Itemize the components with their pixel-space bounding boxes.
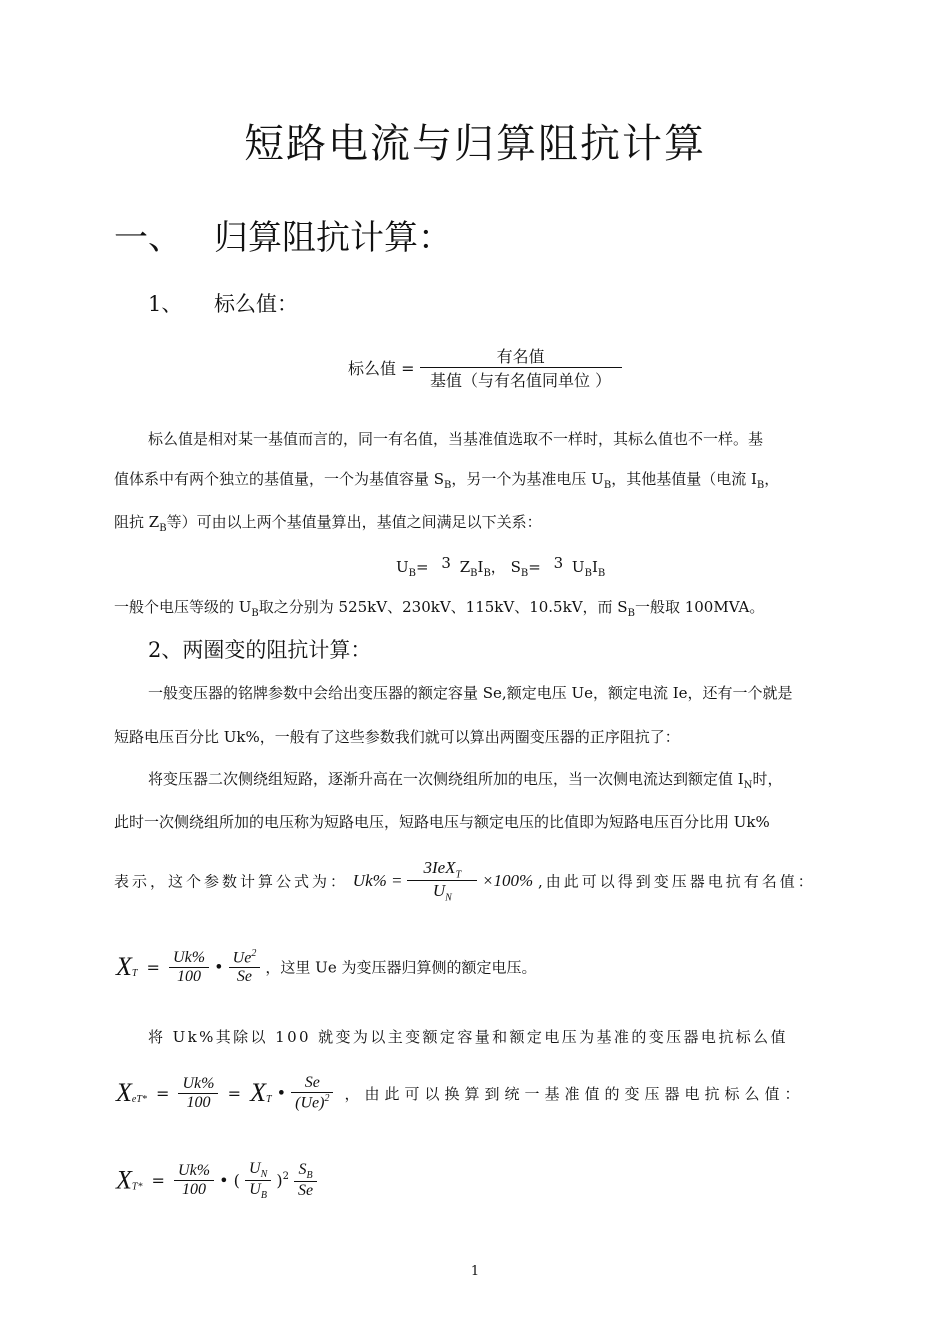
page-number: 1 <box>470 1264 480 1279</box>
subsection-heading-2: 2、两圈变的阻抗计算： <box>148 638 372 662</box>
section-number: 一、 <box>114 218 182 258</box>
unified-base-reactance-formula: $X_{T*}$ = $\frac{Uk\%}{100}$ • ( $\frac{U_N}{U_B}$ )$^2$ $\frac{S_B}{Se}$ <box>116 1160 317 1201</box>
uk-formula-line: 表示，这个参数计算公式为： Uk% = $\frac{3IeX_T}{U_N}$ ×100% ,由此可以得到变压器电抗有名值： <box>114 858 816 904</box>
sqrt-icon: 3 <box>441 554 451 572</box>
per-unit-reactance-formula: $X_{eT*}$ = $\frac{Uk\%}{100}$ = $X_T$ • $\frac{Se}{(Ue)^2}$ ，由此可以换算到统一基准值的变压器电抗标么值： <box>116 1074 805 1112</box>
paragraph-line: 将变压器二次侧绕组短路，逐渐升高在一次侧绕组所加的电压，当一次侧电流达到额定值 $I_N$时， <box>148 770 783 791</box>
paragraph-line: 短路电压百分比 Uk%，一般有了这些参数我们就可以算出两圈变压器的正序阻抗了： <box>114 728 680 746</box>
section-label: 归算阻抗计算： <box>214 218 452 258</box>
formula-lhs: 标么值 = <box>348 359 415 378</box>
paragraph-line: 值体系中有两个独立的基值量，一个为基值容量 $S_B$，另一个为基准电压 $U_B$，其他基值量（电流 $I_B$， <box>114 470 780 491</box>
per-unit-formula <box>348 344 622 391</box>
paragraph-line: 阻抗 $Z_B$等）可由以上两个基值量算出，基值之间满足以下关系： <box>114 513 542 534</box>
page-title: 短路电流与归算阻抗计算 <box>244 121 706 167</box>
formula-numerator: 有名值 <box>420 344 622 368</box>
paragraph-line: 标么值是相对某一基值而言的，同一有名值，当基准值选取不一样时，其标么值也不一样。基 <box>148 430 764 448</box>
section-heading-1 <box>114 210 452 259</box>
formula-denominator: 基值（与有名值同单位 ） <box>430 371 612 390</box>
formula-numerator: 3IeX$_T$ <box>423 858 462 881</box>
subsection-number: 1、 <box>148 292 183 316</box>
paragraph-line: 此时一次侧绕组所加的电压称为短路电压，短路电压与额定电压的比值即为短路电压百分比用 Uk% <box>114 813 770 831</box>
paragraph-line: 将 Uk%其除以 100 就变为以主变额定容量和额定电压为基准的变压器电抗标么值 <box>148 1028 788 1046</box>
formula-denominator: U <box>432 881 446 901</box>
paragraph-line: 一般变压器的铭牌参数中会给出变压器的额定容量 Se,额定电压 Ue，额定电流 Ie，还有一个就是 <box>148 684 793 702</box>
subsection-heading-1 <box>148 288 298 318</box>
paragraph-line: 一般个电压等级的 $U_B$取之分别为 525kV、230kV、115kV、10.5kV，而 $S_B$一般取 100MVA。 <box>114 598 765 619</box>
base-value-relations: $U_B= 3$ $Z_BI_B$， $S_B= 3$ $U_BI_B$ <box>396 554 606 579</box>
sqrt-icon: 3 <box>553 554 564 572</box>
reactance-formula: $X_T$ = $\frac{Uk\%}{100}$ • $\frac{Ue^2}{Se}$ ，这里 Ue 为变压器归算侧的额定电压。 <box>116 948 537 986</box>
subsection-label: 标么值： <box>214 292 298 316</box>
